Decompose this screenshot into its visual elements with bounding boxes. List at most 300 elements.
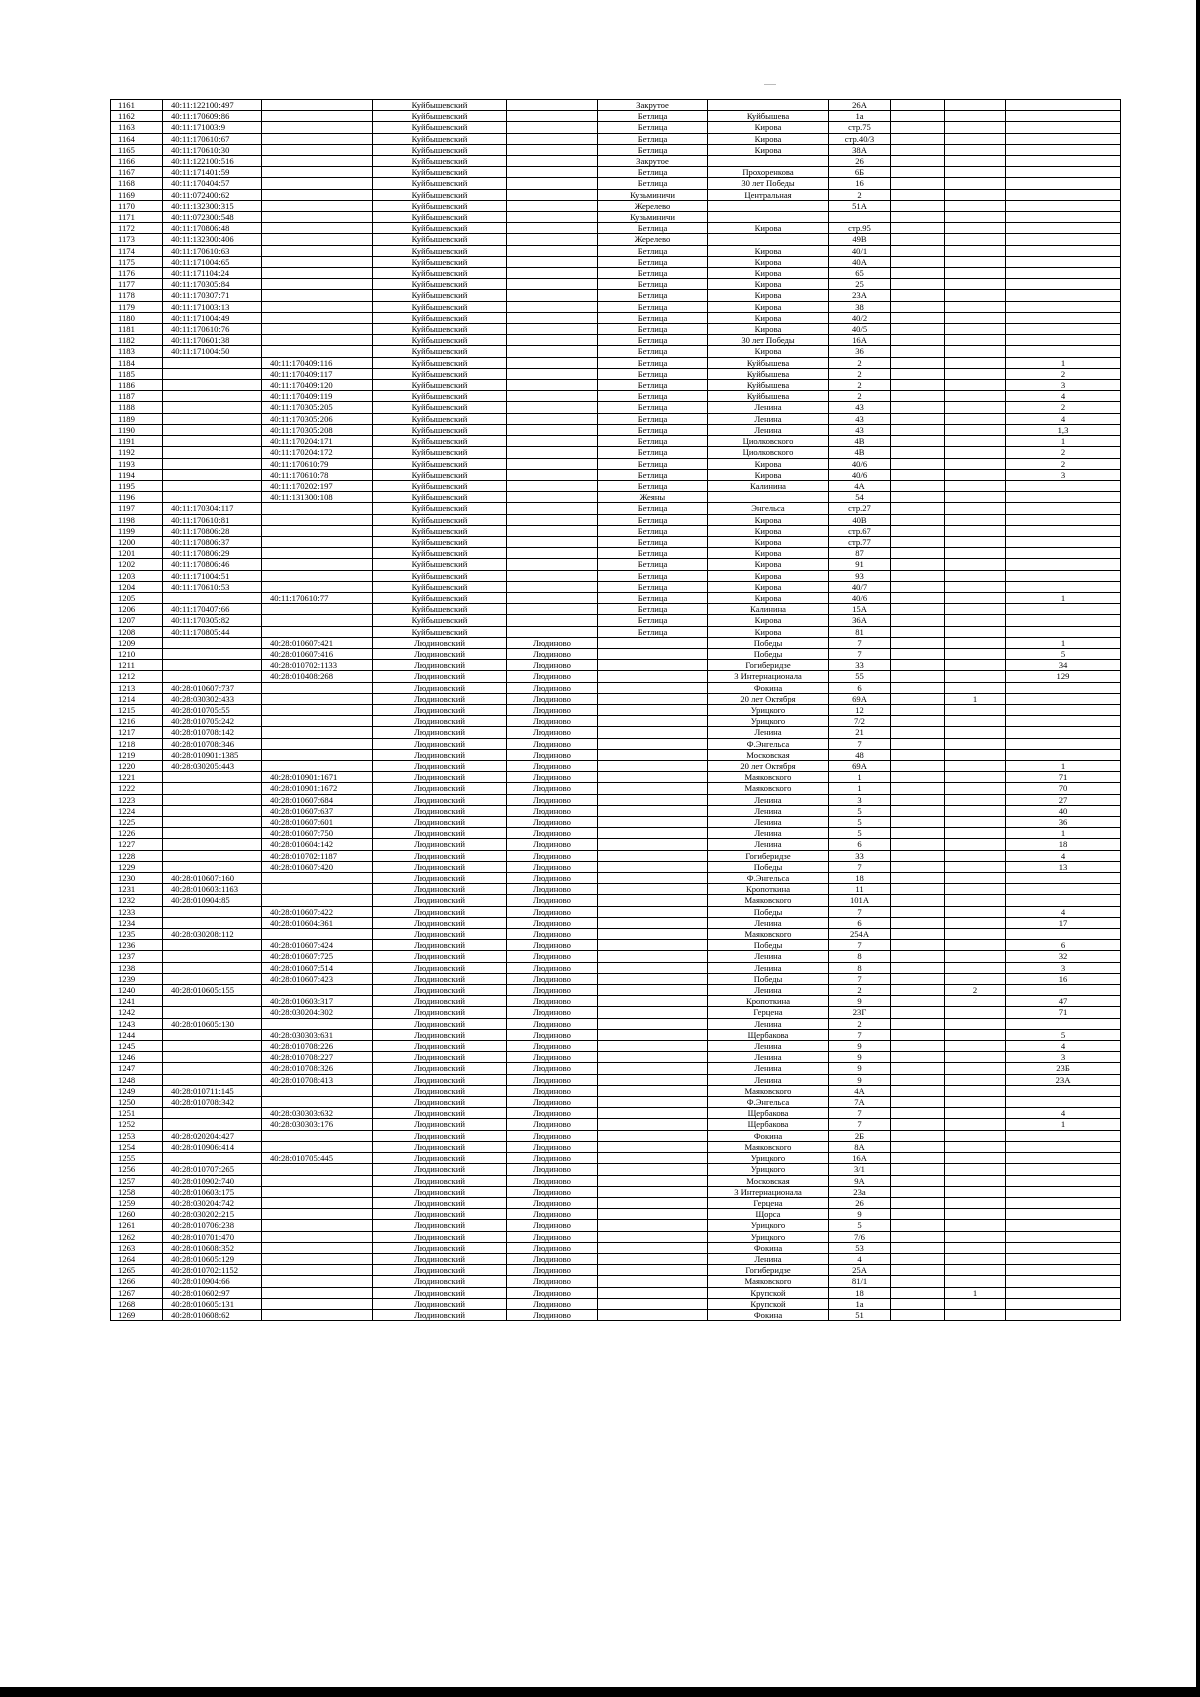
cell-cadastral-no-2: 40:28:010708:413 xyxy=(262,1074,373,1085)
cell-col-c: 47 xyxy=(1006,996,1121,1007)
cell-village: Бетлица xyxy=(598,245,708,256)
cell-row-no: 1175 xyxy=(111,256,163,267)
cell-col-b xyxy=(945,570,1006,581)
cell-row-no: 1266 xyxy=(111,1276,163,1287)
cell-col-a xyxy=(891,772,945,783)
cell-district: Людиновский xyxy=(373,940,507,951)
cell-row-no: 1240 xyxy=(111,985,163,996)
table-row xyxy=(111,839,1121,850)
cell-col-a xyxy=(891,1287,945,1298)
cell-town xyxy=(507,424,598,435)
cell-village: Бетлица xyxy=(598,223,708,234)
cell-row-no: 1259 xyxy=(111,1197,163,1208)
cell-town xyxy=(507,514,598,525)
cell-col-a xyxy=(891,335,945,346)
cell-row-no: 1197 xyxy=(111,503,163,514)
cell-col-c xyxy=(1006,1164,1121,1175)
cell-village xyxy=(598,738,708,749)
cell-district: Людиновский xyxy=(373,704,507,715)
cell-row-no: 1247 xyxy=(111,1063,163,1074)
table-row xyxy=(111,1029,1121,1040)
cell-row-no: 1263 xyxy=(111,1242,163,1253)
cell-street: Кирова xyxy=(708,223,829,234)
cell-col-c xyxy=(1006,167,1121,178)
cell-col-a xyxy=(891,279,945,290)
cell-cadastral-no-1: 40:28:010603:175 xyxy=(163,1186,262,1197)
cell-col-b xyxy=(945,424,1006,435)
cell-row-no: 1235 xyxy=(111,929,163,940)
table-row xyxy=(111,268,1121,279)
cell-col-b xyxy=(945,1209,1006,1220)
cell-village: Бетлица xyxy=(598,536,708,547)
cell-town: Людиново xyxy=(507,727,598,738)
cell-row-no: 1221 xyxy=(111,772,163,783)
cell-house: 6 xyxy=(829,682,891,693)
table-row xyxy=(111,805,1121,816)
cell-village: Бетлица xyxy=(598,424,708,435)
cell-cadastral-no-1: 40:11:170806:46 xyxy=(163,559,262,570)
cell-col-b xyxy=(945,1074,1006,1085)
cell-village xyxy=(598,884,708,895)
cell-street: Кирова xyxy=(708,592,829,603)
cell-district: Куйбышевский xyxy=(373,324,507,335)
cell-cadastral-no-2: 40:11:170409:120 xyxy=(262,380,373,391)
cell-district: Людиновский xyxy=(373,884,507,895)
cell-row-no: 1224 xyxy=(111,805,163,816)
cell-cadastral-no-1 xyxy=(163,1108,262,1119)
cell-village xyxy=(598,749,708,760)
cell-street: Урицкого xyxy=(708,704,829,715)
cell-street: Ленина xyxy=(708,817,829,828)
cell-cadastral-no-1: 40:28:010608:352 xyxy=(163,1242,262,1253)
cell-village: Бетлица xyxy=(598,525,708,536)
cell-district: Куйбышевский xyxy=(373,256,507,267)
cell-cadastral-no-2 xyxy=(262,1141,373,1152)
cell-village: Жерелево xyxy=(598,200,708,211)
cell-col-c: 1 xyxy=(1006,436,1121,447)
cell-district: Людиновский xyxy=(373,1041,507,1052)
cell-district: Людиновский xyxy=(373,929,507,940)
cell-house: 7 xyxy=(829,738,891,749)
cell-town: Людиново xyxy=(507,917,598,928)
cell-col-c xyxy=(1006,122,1121,133)
cell-row-no: 1162 xyxy=(111,111,163,122)
table-row xyxy=(111,604,1121,615)
cell-district: Людиновский xyxy=(373,1186,507,1197)
cell-house: 11 xyxy=(829,884,891,895)
cell-row-no: 1163 xyxy=(111,122,163,133)
cell-col-c xyxy=(1006,1231,1121,1242)
table-row xyxy=(111,895,1121,906)
cell-row-no: 1228 xyxy=(111,850,163,861)
cell-cadastral-no-1: 40:11:170610:53 xyxy=(163,581,262,592)
cell-street: 30 лет Победы xyxy=(708,335,829,346)
cell-col-c xyxy=(1006,1253,1121,1264)
cell-house: 25 xyxy=(829,279,891,290)
cell-town: Людиново xyxy=(507,1052,598,1063)
cell-col-a xyxy=(891,648,945,659)
cell-col-b: 2 xyxy=(945,985,1006,996)
cell-cadastral-no-1: 40:11:170806:48 xyxy=(163,223,262,234)
cell-col-a xyxy=(891,492,945,503)
cell-cadastral-no-2: 40:28:010408:268 xyxy=(262,671,373,682)
registry-body xyxy=(111,100,1121,1321)
cell-district: Куйбышевский xyxy=(373,156,507,167)
cell-house: 7/2 xyxy=(829,716,891,727)
cell-village xyxy=(598,940,708,951)
cell-village xyxy=(598,772,708,783)
cell-cadastral-no-2: 40:28:010708:227 xyxy=(262,1052,373,1063)
table-row xyxy=(111,884,1121,895)
table-row xyxy=(111,346,1121,357)
cell-cadastral-no-2: 40:28:010702:1133 xyxy=(262,660,373,671)
cell-col-b xyxy=(945,368,1006,379)
cell-cadastral-no-1 xyxy=(163,828,262,839)
cell-row-no: 1176 xyxy=(111,268,163,279)
cell-col-b xyxy=(945,1164,1006,1175)
cell-col-c xyxy=(1006,346,1121,357)
cell-row-no: 1166 xyxy=(111,156,163,167)
cell-village: Бетлица xyxy=(598,413,708,424)
cell-col-a xyxy=(891,178,945,189)
cell-village: Бетлица xyxy=(598,301,708,312)
cell-village xyxy=(598,805,708,816)
cell-col-c xyxy=(1006,279,1121,290)
cell-village xyxy=(598,1119,708,1130)
cell-street: Кропоткина xyxy=(708,996,829,1007)
cell-house: 7 xyxy=(829,637,891,648)
cell-district: Куйбышевский xyxy=(373,100,507,111)
cell-col-c: 70 xyxy=(1006,783,1121,794)
cell-col-a xyxy=(891,1052,945,1063)
cell-cadastral-no-1 xyxy=(163,817,262,828)
table-row xyxy=(111,861,1121,872)
cell-street: Кирова xyxy=(708,256,829,267)
registry-table xyxy=(110,99,1121,1321)
table-row xyxy=(111,335,1121,346)
cell-house: 48 xyxy=(829,749,891,760)
cell-district: Куйбышевский xyxy=(373,525,507,536)
cell-village xyxy=(598,1175,708,1186)
cell-village xyxy=(598,1141,708,1152)
cell-col-b xyxy=(945,962,1006,973)
cell-district: Людиновский xyxy=(373,1197,507,1208)
cell-district: Куйбышевский xyxy=(373,178,507,189)
cell-street: Кирова xyxy=(708,581,829,592)
cell-row-no: 1261 xyxy=(111,1220,163,1231)
cell-street: Ленина xyxy=(708,805,829,816)
cell-col-c: 5 xyxy=(1006,648,1121,659)
cell-house: 2 xyxy=(829,391,891,402)
cell-cadastral-no-1 xyxy=(163,996,262,1007)
cell-town xyxy=(507,100,598,111)
cell-house xyxy=(829,212,891,223)
cell-district: Людиновский xyxy=(373,693,507,704)
cell-cadastral-no-1 xyxy=(163,805,262,816)
cell-cadastral-no-1 xyxy=(163,480,262,491)
table-row xyxy=(111,391,1121,402)
cell-street: Герцена xyxy=(708,1007,829,1018)
cell-col-b xyxy=(945,525,1006,536)
cell-village: Бетлица xyxy=(598,368,708,379)
table-row xyxy=(111,917,1121,928)
cell-row-no: 1225 xyxy=(111,817,163,828)
cell-town: Людиново xyxy=(507,906,598,917)
cell-col-a xyxy=(891,671,945,682)
cell-col-b xyxy=(945,716,1006,727)
cell-district: Куйбышевский xyxy=(373,301,507,312)
cell-row-no: 1243 xyxy=(111,1018,163,1029)
cell-street: Кирова xyxy=(708,536,829,547)
cell-col-b xyxy=(945,1309,1006,1320)
cell-district: Куйбышевский xyxy=(373,279,507,290)
cell-col-b xyxy=(945,1029,1006,1040)
cell-town: Людиново xyxy=(507,929,598,940)
cell-col-c xyxy=(1006,1242,1121,1253)
cell-col-c xyxy=(1006,1209,1121,1220)
table-row xyxy=(111,548,1121,559)
cell-cadastral-no-2: 40:28:030303:176 xyxy=(262,1119,373,1130)
cell-col-a xyxy=(891,861,945,872)
cell-row-no: 1167 xyxy=(111,167,163,178)
cell-col-c xyxy=(1006,200,1121,211)
cell-col-b xyxy=(945,794,1006,805)
cell-house: 9 xyxy=(829,1052,891,1063)
cell-house: 7 xyxy=(829,940,891,951)
table-row xyxy=(111,312,1121,323)
cell-district: Людиновский xyxy=(373,738,507,749)
cell-house: 23а xyxy=(829,1186,891,1197)
cell-street: Куйбышева xyxy=(708,380,829,391)
cell-street: Кирова xyxy=(708,469,829,480)
cell-district: Куйбышевский xyxy=(373,480,507,491)
cell-col-c: 32 xyxy=(1006,951,1121,962)
cell-house: 6 xyxy=(829,839,891,850)
cell-village xyxy=(598,693,708,704)
cell-col-b xyxy=(945,604,1006,615)
cell-district: Куйбышевский xyxy=(373,413,507,424)
cell-house: 51 xyxy=(829,1309,891,1320)
cell-district: Людиновский xyxy=(373,873,507,884)
cell-house: 7 xyxy=(829,648,891,659)
cell-cadastral-no-1: 40:28:010708:342 xyxy=(163,1097,262,1108)
cell-col-a xyxy=(891,1197,945,1208)
cell-street: Кропоткина xyxy=(708,884,829,895)
cell-cadastral-no-2 xyxy=(262,1276,373,1287)
cell-village xyxy=(598,929,708,940)
cell-village xyxy=(598,1309,708,1320)
cell-col-a xyxy=(891,503,945,514)
cell-col-c xyxy=(1006,929,1121,940)
cell-cadastral-no-2: 40:28:010607:422 xyxy=(262,906,373,917)
cell-col-b xyxy=(945,1130,1006,1141)
cell-cadastral-no-2: 40:28:010604:361 xyxy=(262,917,373,928)
cell-village: Бетлица xyxy=(598,469,708,480)
cell-street: Московская xyxy=(708,1175,829,1186)
cell-col-c: 3 xyxy=(1006,962,1121,973)
cell-col-a xyxy=(891,436,945,447)
cell-district: Людиновский xyxy=(373,794,507,805)
cell-village: Бетлица xyxy=(598,256,708,267)
cell-district: Куйбышевский xyxy=(373,402,507,413)
cell-row-no: 1239 xyxy=(111,973,163,984)
cell-district: Куйбышевский xyxy=(373,335,507,346)
cell-town: Людиново xyxy=(507,951,598,962)
cell-col-b xyxy=(945,839,1006,850)
cell-col-b xyxy=(945,279,1006,290)
cell-cadastral-no-1 xyxy=(163,772,262,783)
cell-cadastral-no-2 xyxy=(262,100,373,111)
cell-cadastral-no-1: 40:11:132300:406 xyxy=(163,234,262,245)
cell-cadastral-no-1: 40:28:030208:112 xyxy=(163,929,262,940)
cell-street: Фокина xyxy=(708,1309,829,1320)
table-row xyxy=(111,178,1121,189)
cell-cadastral-no-1: 40:11:171003:9 xyxy=(163,122,262,133)
cell-col-c: 5 xyxy=(1006,1029,1121,1040)
cell-village xyxy=(598,895,708,906)
cell-house: 26 xyxy=(829,1197,891,1208)
cell-town: Людиново xyxy=(507,1097,598,1108)
cell-village xyxy=(598,873,708,884)
cell-house: 2 xyxy=(829,985,891,996)
cell-col-a xyxy=(891,828,945,839)
cell-row-no: 1246 xyxy=(111,1052,163,1063)
cell-town: Людиново xyxy=(507,850,598,861)
cell-town xyxy=(507,402,598,413)
cell-house: 9 xyxy=(829,996,891,1007)
cell-town xyxy=(507,111,598,122)
cell-district: Людиновский xyxy=(373,1253,507,1264)
cell-town xyxy=(507,413,598,424)
cell-col-a xyxy=(891,581,945,592)
table-row xyxy=(111,1153,1121,1164)
cell-cadastral-no-1 xyxy=(163,861,262,872)
table-row xyxy=(111,973,1121,984)
cell-street: Циолковского xyxy=(708,436,829,447)
cell-cadastral-no-1: 40:11:171003:13 xyxy=(163,301,262,312)
cell-street: Ленина xyxy=(708,951,829,962)
table-row xyxy=(111,962,1121,973)
cell-cadastral-no-2 xyxy=(262,324,373,335)
cell-town: Людиново xyxy=(507,1220,598,1231)
cell-cadastral-no-1: 40:28:010605:131 xyxy=(163,1298,262,1309)
cell-row-no: 1260 xyxy=(111,1209,163,1220)
cell-cadastral-no-2: 40:11:170610:78 xyxy=(262,469,373,480)
cell-col-c xyxy=(1006,1141,1121,1152)
cell-street: Кирова xyxy=(708,122,829,133)
cell-town xyxy=(507,346,598,357)
cell-col-a xyxy=(891,189,945,200)
cell-col-a xyxy=(891,985,945,996)
cell-village: Жеяны xyxy=(598,492,708,503)
cell-col-a xyxy=(891,1276,945,1287)
cell-row-no: 1200 xyxy=(111,536,163,547)
cell-village xyxy=(598,1108,708,1119)
cell-village: Бетлица xyxy=(598,391,708,402)
cell-house: 7 xyxy=(829,906,891,917)
cell-col-a xyxy=(891,951,945,962)
cell-street: Калинина xyxy=(708,480,829,491)
cell-row-no: 1205 xyxy=(111,592,163,603)
cell-district: Людиновский xyxy=(373,1175,507,1186)
cell-col-a xyxy=(891,1253,945,1264)
cell-village: Бетлица xyxy=(598,514,708,525)
table-row xyxy=(111,749,1121,760)
cell-village: Бетлица xyxy=(598,167,708,178)
cell-col-b xyxy=(945,637,1006,648)
cell-house: 2Б xyxy=(829,1130,891,1141)
cell-house: 4 xyxy=(829,1253,891,1264)
cell-col-b xyxy=(945,1141,1006,1152)
cell-street: Урицкого xyxy=(708,1164,829,1175)
cell-village xyxy=(598,1220,708,1231)
cell-village xyxy=(598,1052,708,1063)
cell-cadastral-no-1: 40:11:171004:50 xyxy=(163,346,262,357)
cell-district: Людиновский xyxy=(373,671,507,682)
cell-col-a xyxy=(891,290,945,301)
cell-col-b xyxy=(945,156,1006,167)
cell-cadastral-no-2: 40:11:170409:116 xyxy=(262,357,373,368)
cell-row-no: 1219 xyxy=(111,749,163,760)
cell-row-no: 1186 xyxy=(111,380,163,391)
cell-col-a xyxy=(891,1265,945,1276)
cell-col-b xyxy=(945,1231,1006,1242)
cell-cadastral-no-2: 40:11:170305:205 xyxy=(262,402,373,413)
cell-col-b xyxy=(945,817,1006,828)
cell-street: Ленина xyxy=(708,794,829,805)
cell-col-b xyxy=(945,940,1006,951)
cell-cadastral-no-2 xyxy=(262,749,373,760)
cell-district: Куйбышевский xyxy=(373,380,507,391)
cell-col-c xyxy=(1006,312,1121,323)
table-row xyxy=(111,1231,1121,1242)
cell-cadastral-no-2 xyxy=(262,335,373,346)
cell-district: Куйбышевский xyxy=(373,234,507,245)
cell-cadastral-no-2: 40:28:010607:416 xyxy=(262,648,373,659)
cell-house: 1а xyxy=(829,111,891,122)
table-row xyxy=(111,1141,1121,1152)
cell-street: Куйбышева xyxy=(708,357,829,368)
cell-house: 9 xyxy=(829,1074,891,1085)
cell-village xyxy=(598,962,708,973)
cell-village xyxy=(598,1074,708,1085)
cell-district: Людиновский xyxy=(373,973,507,984)
cell-cadastral-no-2: 40:28:010901:1672 xyxy=(262,783,373,794)
cell-cadastral-no-2: 40:11:170305:208 xyxy=(262,424,373,435)
cell-row-no: 1164 xyxy=(111,133,163,144)
cell-col-c xyxy=(1006,256,1121,267)
cell-row-no: 1212 xyxy=(111,671,163,682)
cell-cadastral-no-2 xyxy=(262,1197,373,1208)
scan-border-right xyxy=(1196,0,1200,1697)
cell-village: Бетлица xyxy=(598,111,708,122)
scan-border-bottom xyxy=(0,1687,1200,1697)
cell-col-a xyxy=(891,380,945,391)
cell-village: Бетлица xyxy=(598,548,708,559)
cell-cadastral-no-2 xyxy=(262,581,373,592)
cell-village xyxy=(598,704,708,715)
cell-street: Кирова xyxy=(708,268,829,279)
cell-col-c: 1 xyxy=(1006,760,1121,771)
cell-street: Куйбышева xyxy=(708,391,829,402)
cell-col-c xyxy=(1006,1153,1121,1164)
cell-col-b xyxy=(945,133,1006,144)
cell-house: 1 xyxy=(829,783,891,794)
cell-street: Ленина xyxy=(708,962,829,973)
cell-town: Людиново xyxy=(507,962,598,973)
cell-row-no: 1229 xyxy=(111,861,163,872)
cell-town: Людиново xyxy=(507,648,598,659)
